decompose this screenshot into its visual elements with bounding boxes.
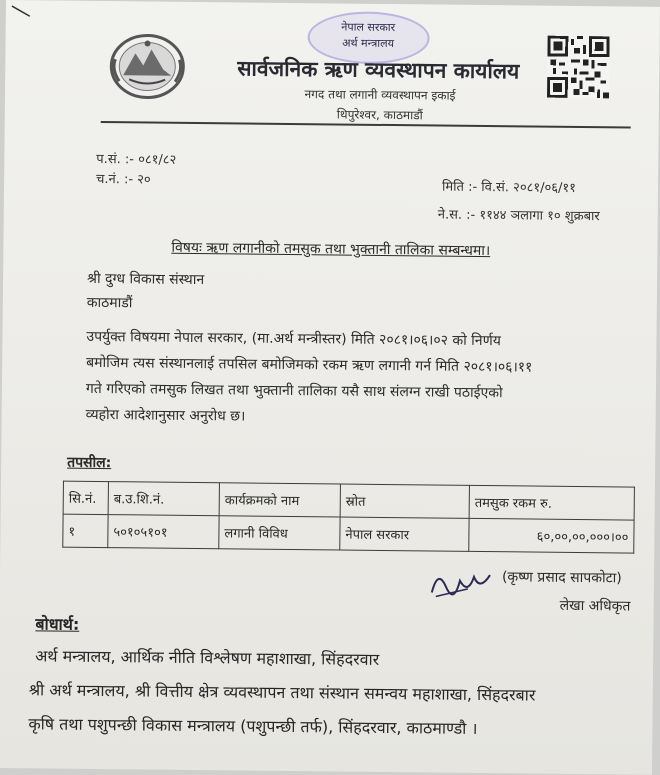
body-line: बमोजिम त्यस संस्थानलाई तपसिल बमोजिमको रकम ऋण लगानी गर्न मिति २०८१।०६।११ <box>86 354 533 376</box>
col-header-sn: सि.नं. <box>63 481 108 514</box>
col-header-budget-code: ब.उ.शि.नं. <box>108 482 219 516</box>
office-unit: नगद तथा लगानी व्यवस्थापन इकाई <box>304 87 456 103</box>
col-header-program: कार्यक्रमको नाम <box>219 483 340 517</box>
qr-code <box>547 36 610 99</box>
nepal-emblem-logo <box>107 29 188 100</box>
header-govt: नेपाल सरकार <box>341 20 396 35</box>
dispatch-number: च.नं. :- २० <box>96 171 151 188</box>
recipient-name: श्री दुग्ध विकास संस्थान <box>87 270 205 289</box>
pen-mark-icon <box>10 4 32 18</box>
office-title: सार्वजनिक ऋण व्यवस्थापन कार्यालय <box>237 56 520 84</box>
signatory-name: (कृष्ण प्रसाद सापकोटा) <box>501 569 622 587</box>
cell-budget-code: ५०१०५१०१ <box>108 515 219 549</box>
cell-source: नेपाल सरकार <box>340 517 469 551</box>
recipient-city: काठमाडौं <box>86 294 133 312</box>
cc-line: श्री अर्थ मन्त्रालय, श्री वित्तीय क्षेत्र व्यवस्थापन तथा संस्थान समन्वय महाशाखा, सिंहदरबार <box>28 680 536 705</box>
col-header-amount: तमसुक रकम रु. <box>469 485 634 520</box>
office-address: थिपुरेश्वर, काठमाडौं <box>336 107 423 123</box>
cc-label: बोधार्थ: <box>35 614 80 634</box>
letter-date: मिति :- वि.सं. २०८१/०६/११ <box>441 179 577 196</box>
nepal-sambat-date: ने.स. :- ११४४ ञलागा १० शुक्रबार <box>437 207 600 225</box>
body-line: गते गरिएको तमसुक लिखत तथा भुक्तानी तालिका यसै साथ संलग्न राखी पठाईएको <box>85 380 503 402</box>
body-line: उपर्युक्त विषयमा नेपाल सरकार, (मा.अर्थ मन्त्रीस्तर) मिति २०८१।०६।०२ को निर्णय <box>86 328 501 350</box>
header-ministry: अर्थ मन्त्रालय <box>342 36 395 51</box>
signatory-title: लेखा अधिकृत <box>559 597 631 615</box>
handwritten-signature <box>428 564 498 601</box>
col-header-source: स्रोत <box>340 484 469 518</box>
cell-amount: ६०,००,००,०००।०० <box>469 518 634 553</box>
tapsil-label: तपसील: <box>67 454 112 472</box>
cc-line: कृषि तथा पशुपन्छी विकास मन्त्रालय (पशुपन्छी तर्फ), सिंहदरवार, काठमाण्डौ । <box>28 714 478 738</box>
subject-line: विषयः ऋण लगानीको तमसुक तथा भुक्तानी तालिका सम्बन्धमा। <box>171 239 491 260</box>
cell-sn: १ <box>63 514 108 547</box>
cell-program: लगानी विविध <box>219 516 340 550</box>
cc-line: अर्थ मन्त्रालय, आर्थिक नीति विश्लेषण महाशाखा, सिंहदरवार <box>35 646 380 669</box>
table-row <box>63 514 634 553</box>
body-line: व्यहोरा आदेशानुसार अनुरोध छ। <box>85 406 246 425</box>
letter-number: प.सं. :- ०८१/८२ <box>96 151 177 168</box>
tapsil-table <box>62 481 635 554</box>
